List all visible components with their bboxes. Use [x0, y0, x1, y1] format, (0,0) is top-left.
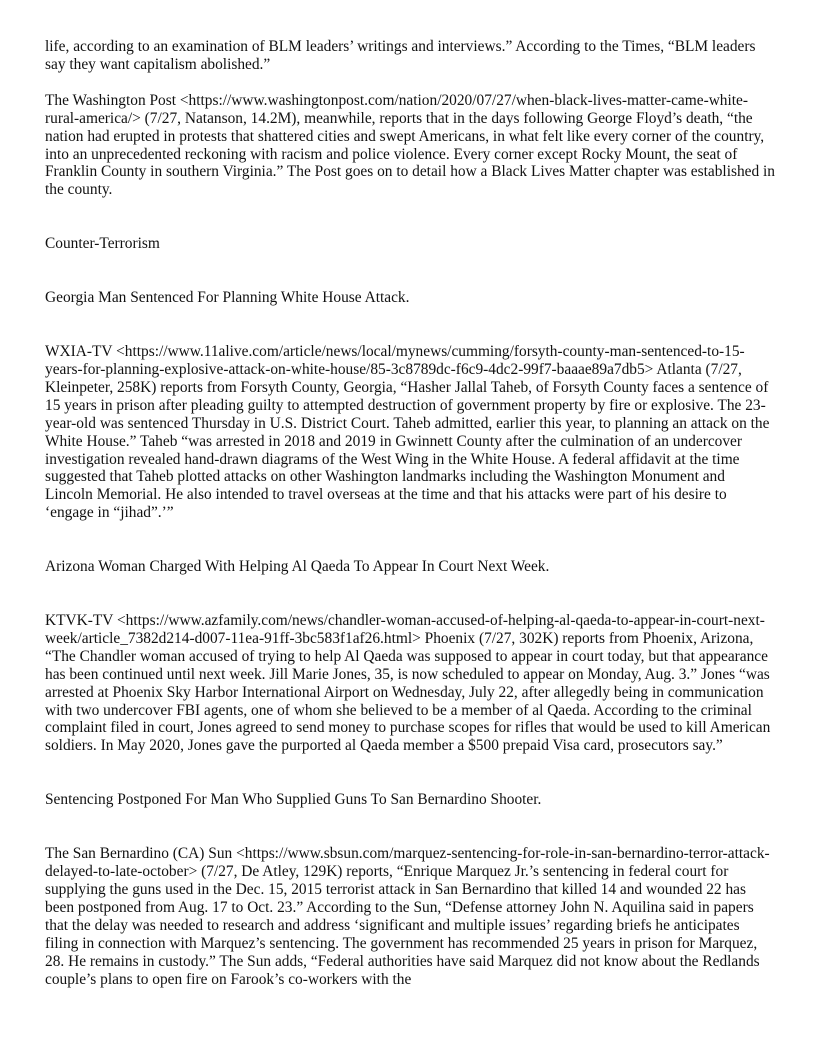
document-page [45, 38, 775, 988]
paragraph-washington-post: The Washington Post <https://www.washingtonpost.com/nation/2020/07/27/when-black-lives-matter-came-white-rural-america/> (7/27, Natanson, 14.2M), meanwhile, reports that in the days following George Floyd’s death, “the nation had erupted in protests that shattered cities and swept Americans, in what felt like every corner of the country, into an unprecedented reckoning with racism and police violence. Every corner except Rocky Mount, the seat of Franklin County in southern Virginia.” The Post goes on to detail how a Black Lives Matter chapter was established in the county. [45, 91, 776, 199]
headline-georgia-man: Georgia Man Sentenced For Planning White House Attack. [45, 289, 410, 307]
paragraph-san-bernardino-sun: The San Bernardino (CA) Sun <https://www.sbsun.com/marquez-sentencing-for-role-in-san-bernardino-terror-attack-delayed-to-late-october> (7/27, De Atley, 129K) reports, “Enrique Marquez Jr.’s sentencing in federal court for supplying the guns used in the Dec. 15, 2015 terrorist attack in San Bernardino that killed 14 and wounded 22 has been postponed from Aug. 17 to Oct. 23.” According to the Sun, “Defense attorney John N. Aquilina said in papers that the delay was needed to research and address ‘significant and multiple issues’ regarding briefs he anticipates filing in connection with Marquez’s sentencing. The government has recommended 25 years in prison for Marquez, 28. He remains in custody.” The Sun adds, “Federal authorities have said Marquez did not know about the Redlands couple’s plans to open fire on Farook’s co-workers with the [45, 845, 770, 988]
paragraph-wxia-tv: WXIA-TV <https://www.11alive.com/article/news/local/mynews/cumming/forsyth-county-man-sentenced-to-15-years-for-planning-explosive-attack-on-white-house/85-3c8789dc-f6c9-4dc2-99f7-baaae89a7db5> Atlanta (7/27, Kleinpeter, 258K) reports from Forsyth County, Georgia, “Hasher Jallal Taheb, of Forsyth County faces a sentence of 15 years in prison after pleading guilty to attempted destruction of government property by fire or explosive. The 23-year-old was sentenced Thursday in U.S. District Court. Taheb admitted, earlier this year, to planning an attack on the White House.” Taheb “was arrested in 2018 and 2019 in Gwinnett County after the culmination of an undercover investigation revealed hand-drawn diagrams of the West Wing in the White House. A federal affidavit at the time suggested that Taheb plotted attacks on other Washington landmarks including the Washington Monument and Lincoln Memorial. He also intended to travel overseas at the time and that his attacks were part of his desire to ‘engage in “jihad”.’” [45, 343, 770, 522]
paragraph-blm-continuation: life, according to an examination of BLM leaders’ writings and interviews.” According to the Times, “BLM leaders say they want capitalism abolished.” [45, 38, 756, 73]
headline-san-bernardino: Sentencing Postponed For Man Who Supplied Guns To San Bernardino Shooter. [45, 791, 542, 809]
section-heading-counter-terrorism: Counter-Terrorism [45, 235, 160, 253]
headline-arizona-woman: Arizona Woman Charged With Helping Al Qaeda To Appear In Court Next Week. [45, 558, 550, 576]
paragraph-ktvk-tv: KTVK-TV <https://www.azfamily.com/news/chandler-woman-accused-of-helping-al-qaeda-to-appear-in-court-next-week/article_7382d214-d007-11ea-91ff-3bc583f1af26.html> Phoenix (7/27, 302K) reports from Phoenix, Arizona, “The Chandler woman accused of trying to help Al Qaeda was supposed to appear in court today, but that appearance has been continued until next week. Jill Marie Jones, 35, is now scheduled to appear on Monday, Aug. 3.” Jones “was arrested at Phoenix Sky Harbor International Airport on Wednesday, July 22, after allegedly being in communication with two undercover FBI agents, one of whom she believed to be a member of al Qaeda. According to the criminal complaint filed in court, Jones agreed to send money to purchase scopes for rifles that would be used to kill American soldiers. In May 2020, Jones gave the purported al Qaeda member a $500 prepaid Visa card, prosecutors say.” [45, 612, 771, 755]
